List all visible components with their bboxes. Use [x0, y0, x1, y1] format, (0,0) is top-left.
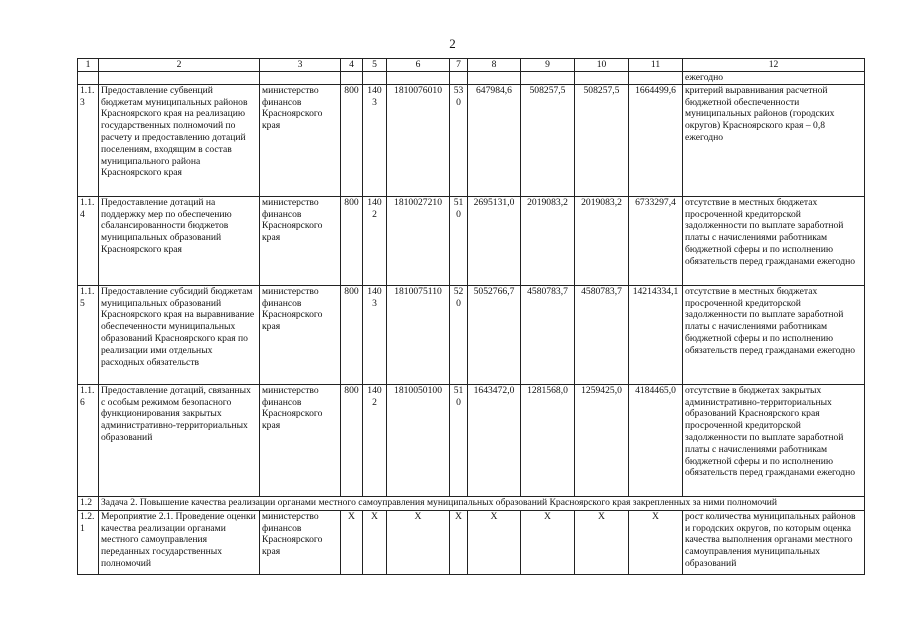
cell-col-10: 1259425,0	[575, 384, 629, 496]
column-number-6: 6	[387, 59, 450, 72]
continuation-row	[78, 71, 865, 84]
row-result: отсутствие в бюджетах закрытых административно-территориальных образований Красноярского края просроченной кредиторской задолженности по выплате заработной платы с начислениями работникам бюджетной сферы и по исполнению обязательств перед гражданами ежегодно	[683, 384, 865, 496]
row-id: 1.1.6	[78, 384, 99, 496]
table-row-1-1-4	[78, 196, 865, 285]
column-number-12: 12	[683, 59, 865, 72]
task-text: Задача 2. Повышение качества реализации органами местного самоуправления муниципальных образований Красноярского края закрепленных за ними полномочий	[99, 496, 865, 510]
budget-table	[77, 58, 865, 575]
cell-col-4: 800	[341, 84, 363, 196]
cell-col-9: 4580783,7	[521, 285, 575, 384]
column-header-row	[78, 59, 865, 72]
cell-col-7: 530	[450, 84, 468, 196]
column-number-11: 11	[629, 59, 683, 72]
cell-col-11: Х	[629, 510, 683, 574]
cell-col-11: 6733297,4	[629, 196, 683, 285]
row-name: Предоставление субвенций бюджетам муниципальных районов Красноярского края на реализацию государственных полномочий по расчету и предоставлению дотаций поселениям, входящим в состав муниципального района Красноярского края	[99, 84, 260, 196]
cell-col-8: 1643472,0	[468, 384, 521, 496]
page-number: 2	[449, 36, 456, 51]
cell-col-11: 14214334,1	[629, 285, 683, 384]
table-row-1-1-3	[78, 84, 865, 196]
cell-col-10: 508257,5	[575, 84, 629, 196]
table-row-1-1-5	[78, 285, 865, 384]
cell-col-8: 2695131,0	[468, 196, 521, 285]
cell-col-8: 5052766,7	[468, 285, 521, 384]
column-number-3: 3	[260, 59, 341, 72]
column-number-4: 4	[341, 59, 363, 72]
column-number-2: 2	[99, 59, 260, 72]
row-executor: министерство финансов Красноярского края	[260, 84, 341, 196]
row-id: 1.2.1	[78, 510, 99, 574]
cell-col-6: 1810076010	[387, 84, 450, 196]
cell-col-9: 1281568,0	[521, 384, 575, 496]
row-name: Предоставление субсидий бюджетам муниципальных образований Красноярского края на выравнивание обеспеченности муниципальных образований Красноярского края по реализации ими отдельных расходных обязательств	[99, 285, 260, 384]
column-number-7: 7	[450, 59, 468, 72]
cell-col-6: 1810050100	[387, 384, 450, 496]
cell-col-7: 510	[450, 384, 468, 496]
row-id: 1.1.3	[78, 84, 99, 196]
cell-col-10: 2019083,2	[575, 196, 629, 285]
row-result: критерий выравнивания расчетной бюджетной обеспеченности муниципальных районов (городских округов) Красноярского края – 0,8 ежегодно	[683, 84, 865, 196]
cell-col-4: Х	[341, 510, 363, 574]
cell-col-10: 4580783,7	[575, 285, 629, 384]
row-name: Мероприятие 2.1. Проведение оценки качества реализации органами местного самоуправления переданных государственных полномочий	[99, 510, 260, 574]
row-executor: министерство финансов Красноярского края	[260, 285, 341, 384]
row-result: отсутствие в местных бюджетах просроченной кредиторской задолженности по выплате заработной платы с начислениями работникам бюджетной сферы и по исполнению обязательств перед гражданами ежегодно	[683, 196, 865, 285]
cell-col-4: 800	[341, 196, 363, 285]
cell-col-9: 508257,5	[521, 84, 575, 196]
row-result: отсутствие в местных бюджетах просроченной кредиторской задолженности по выплате заработной платы с начислениями работникам бюджетной сферы и по исполнению обязательств перед гражданами ежегодно	[683, 285, 865, 384]
cell-col-7: 520	[450, 285, 468, 384]
row-executor: министерство финансов Красноярского края	[260, 510, 341, 574]
column-number-8: 8	[468, 59, 521, 72]
cell-col-5: 1402	[363, 384, 387, 496]
row-executor: министерство финансов Красноярского края	[260, 196, 341, 285]
cell-col-11: 4184465,0	[629, 384, 683, 496]
cell-col-9: 2019083,2	[521, 196, 575, 285]
column-number-10: 10	[575, 59, 629, 72]
cell-col-8: Х	[468, 510, 521, 574]
cell-col-5: 1403	[363, 285, 387, 384]
cell-col-7: Х	[450, 510, 468, 574]
row-name: Предоставление дотаций, связанных с особым режимом безопасного функционирования закрытых административно-территориальных образований	[99, 384, 260, 496]
cell-col-8: 647984,6	[468, 84, 521, 196]
table-row-1-1-6	[78, 384, 865, 496]
row-id: 1.1.4	[78, 196, 99, 285]
task-row-1-2	[78, 496, 865, 510]
cell-col-5: 1403	[363, 84, 387, 196]
cell-col-4: 800	[341, 285, 363, 384]
column-number-5: 5	[363, 59, 387, 72]
row-id: 1.1.5	[78, 285, 99, 384]
row-executor: министерство финансов Красноярского края	[260, 384, 341, 496]
cell-col-10: Х	[575, 510, 629, 574]
cell-col-5: Х	[363, 510, 387, 574]
column-number-9: 9	[521, 59, 575, 72]
cell-col-7: 510	[450, 196, 468, 285]
column-number-1: 1	[78, 59, 99, 72]
task-id: 1.2	[78, 496, 99, 510]
cell-col-6: 1810027210	[387, 196, 450, 285]
cell-col-4: 800	[341, 384, 363, 496]
continuation-text: ежегодно	[683, 71, 865, 84]
cell-col-6: Х	[387, 510, 450, 574]
cell-col-11: 1664499,6	[629, 84, 683, 196]
row-result: рост количества муниципальных районов и городских округов, по которым оценка качества выполнения органами местного самоуправления муниципальных образований	[683, 510, 865, 574]
table-row-1-2-1	[78, 510, 865, 574]
cell-col-5: 1402	[363, 196, 387, 285]
cell-col-6: 1810075110	[387, 285, 450, 384]
row-name: Предоставление дотаций на поддержку мер по обеспечению сбалансированности бюджетов муниципальных образований Красноярского края	[99, 196, 260, 285]
cell-col-9: Х	[521, 510, 575, 574]
